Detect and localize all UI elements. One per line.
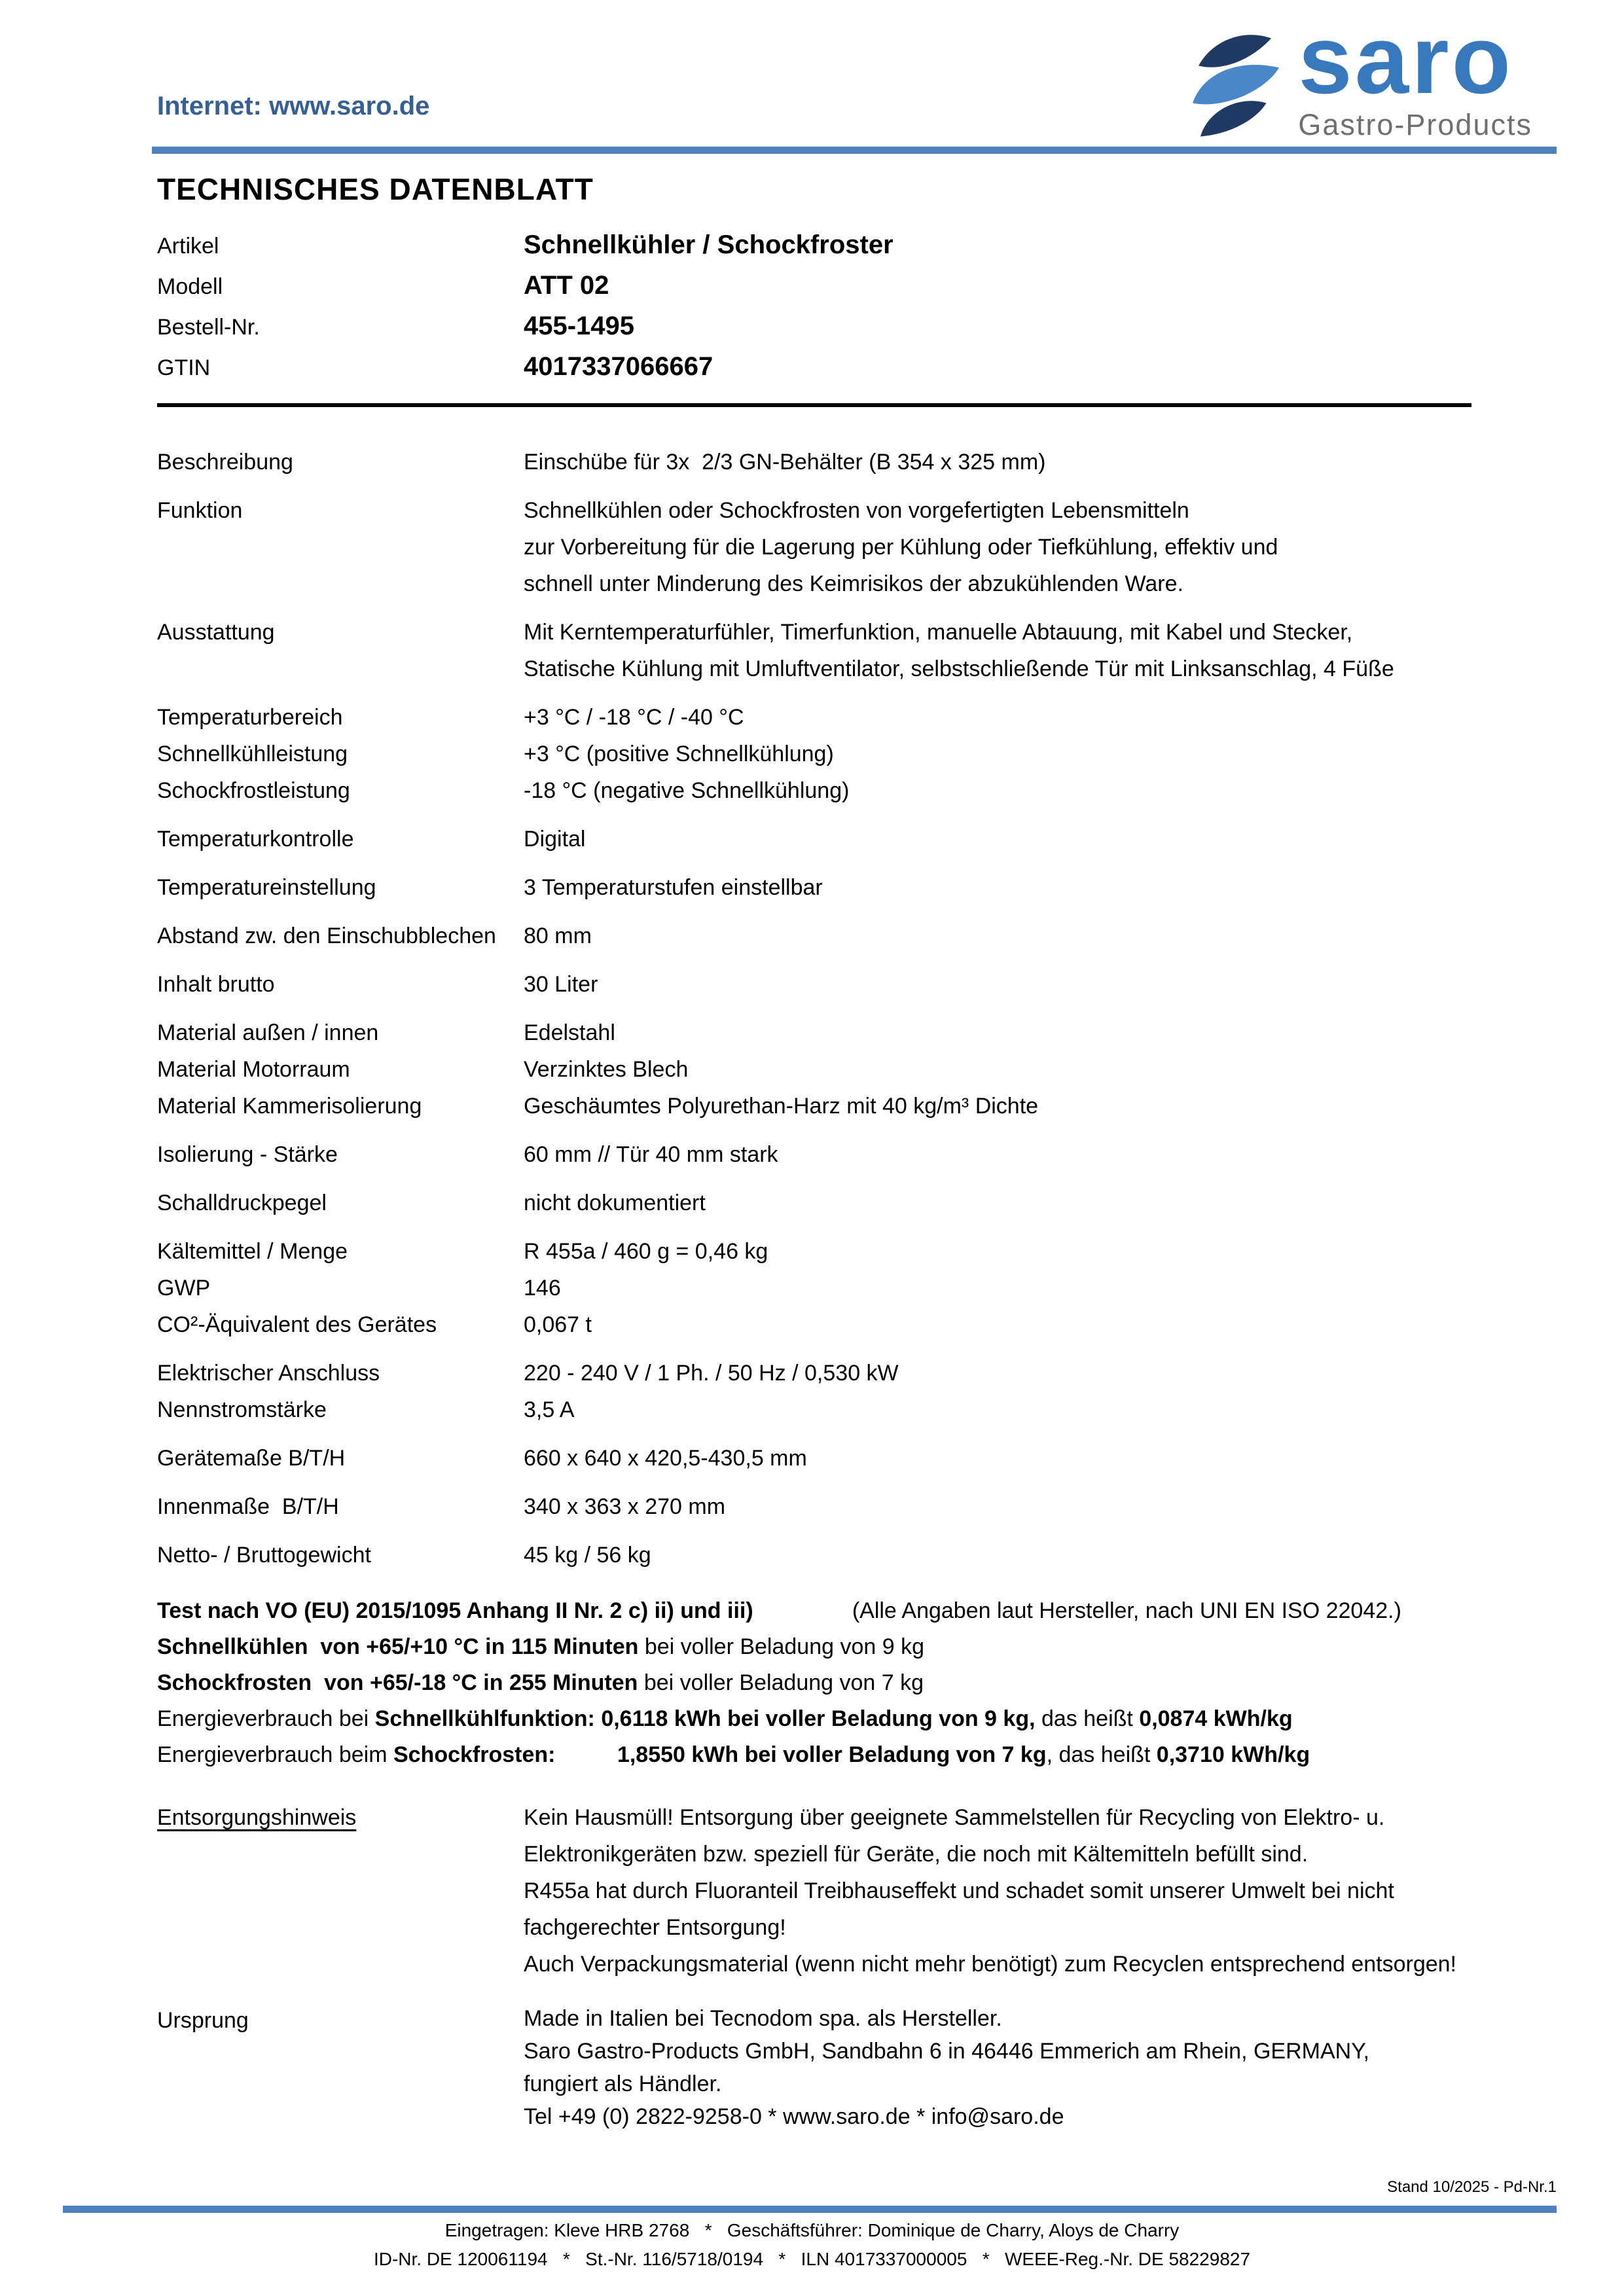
saro-s-middle-swoosh — [1193, 65, 1279, 104]
spec-value — [524, 736, 834, 772]
test-line-segment: bei voller Beladung von 9 kg — [638, 1634, 925, 1659]
spec-row — [157, 736, 1536, 772]
spec-value — [524, 1051, 688, 1088]
spec-row — [157, 1014, 1536, 1051]
disposal-text — [524, 1799, 1456, 1982]
test-line-segment: 0,0874 kWh/kg — [1139, 1706, 1293, 1731]
test-line-segment: , das heißt — [1046, 1742, 1157, 1767]
saro-s-icon — [1187, 31, 1285, 141]
test-line — [157, 1593, 1536, 1629]
spec-value-line: -18 °C (negative Schnellkühlung) — [524, 778, 850, 803]
footer-divider-rule — [63, 2206, 1557, 2213]
disposal-line: Elektronikgeräten bzw. speziell für Geräte, die noch mit Kältemitteln befüllt sind. — [524, 1842, 1308, 1867]
disposal-section — [157, 1799, 1536, 1982]
product-info-label: Modell — [157, 274, 223, 299]
spec-value-line: 146 — [524, 1276, 561, 1300]
test-line-segment: das heißt — [1035, 1706, 1140, 1731]
spec-value-line: 340 x 363 x 270 mm — [524, 1494, 726, 1519]
test-line — [157, 1665, 1536, 1701]
section-divider-rule — [157, 403, 1471, 407]
spec-value — [524, 918, 592, 954]
spec-group — [157, 918, 1536, 954]
spec-row — [157, 492, 1536, 602]
spec-row — [157, 2002, 1536, 2133]
spec-value — [524, 821, 585, 857]
spec-label: Material Motorraum — [157, 1057, 350, 1082]
test-line-segment: 1,8550 kWh bei voller Beladung von 7 kg — [617, 1742, 1047, 1767]
spec-label: Isolierung - Stärke — [157, 1142, 338, 1167]
product-info-label: GTIN — [157, 355, 211, 380]
product-info-row — [157, 271, 1536, 312]
spec-label: Schockfrostleistung — [157, 778, 350, 803]
spec-row — [157, 1306, 1536, 1343]
spec-label: Abstand zw. den Einschubblechen — [157, 924, 496, 948]
spec-value-line: 80 mm — [524, 924, 592, 948]
spec-value — [524, 1014, 615, 1051]
spec-group — [157, 1014, 1536, 1124]
spec-group — [157, 869, 1536, 906]
spec-label: Nennstromstärke — [157, 1397, 327, 1422]
datasheet-body — [157, 230, 1536, 2133]
product-info-row — [157, 230, 1536, 271]
logo-tagline-text: Gastro-Products — [1298, 108, 1532, 142]
spec-value — [524, 1136, 778, 1173]
spec-value-line: 660 x 640 x 420,5-430,5 mm — [524, 1446, 807, 1471]
origin-line: Tel +49 (0) 2822-9258-0 * www.saro.de * info@saro.de — [524, 2104, 1064, 2129]
spec-group — [157, 1488, 1536, 1525]
test-line-segment: (Alle Angaben laut Hersteller, nach UNI EN ISO 22042.) — [753, 1598, 1401, 1623]
spec-row — [157, 614, 1536, 687]
spec-value-line: zur Vorbereitung für die Lagerung per Kühlung oder Tiefkühlung, effektiv und — [524, 535, 1278, 560]
page-title: TECHNISCHES DATENBLATT — [157, 172, 594, 206]
origin-line: fungiert als Händler. — [524, 2072, 722, 2096]
spec-value-line: 45 kg / 56 kg — [524, 1543, 651, 1568]
spec-value — [524, 614, 1394, 687]
spec-value — [524, 1088, 1038, 1124]
product-info-value: ATT 02 — [524, 271, 609, 300]
spec-value-line: Einschübe für 3x 2/3 GN-Behälter (B 354 x 325 mm) — [524, 450, 1046, 475]
spec-value — [524, 772, 849, 809]
spec-label: Netto- / Bruttogewicht — [157, 1543, 371, 1568]
spec-row — [157, 1799, 1536, 1982]
spec-label: GWP — [157, 1276, 211, 1300]
product-info-section — [157, 230, 1536, 393]
spec-value — [524, 1185, 706, 1221]
spec-value — [524, 444, 1045, 480]
spec-group — [157, 614, 1536, 687]
footer-id-line: ID-Nr. DE 120061194 * St.-Nr. 116/5718/0194 * ILN 4017337000005 * WEEE-Reg.-Nr. DE 58229827 — [373, 2249, 1251, 2269]
disposal-label: Entsorgungshinweis — [157, 1805, 357, 1830]
spec-group — [157, 1233, 1536, 1343]
test-line-segment — [555, 1742, 617, 1767]
spec-row — [157, 1233, 1536, 1270]
spec-label: Elektrischer Anschluss — [157, 1361, 380, 1386]
spec-value — [524, 1488, 725, 1525]
saro-s-bottom-swoosh — [1200, 101, 1267, 136]
product-info-row — [157, 312, 1536, 352]
origin-section — [157, 2002, 1536, 2133]
test-line-segment: von +65/-18 °C in 255 Minuten — [312, 1670, 638, 1695]
footer-registration-line: Eingetragen: Kleve HRB 2768 * Geschäftsführer: Dominique de Charry, Aloys de Charry — [444, 2220, 1180, 2240]
test-line-segment: von +65/+10 °C in 115 Minuten — [308, 1634, 639, 1659]
spec-value-line: 220 - 240 V / 1 Ph. / 50 Hz / 0,530 kW — [524, 1361, 899, 1386]
spec-row — [157, 772, 1536, 809]
spec-value-line: +3 °C (positive Schnellkühlung) — [524, 742, 834, 766]
spec-row — [157, 1537, 1536, 1573]
spec-value — [524, 869, 823, 906]
revision-stamp: Stand 10/2025 - Pd-Nr.1 — [1387, 2178, 1557, 2196]
spec-value-line: R 455a / 460 g = 0,46 kg — [524, 1239, 768, 1264]
spec-value — [524, 1355, 899, 1391]
logo-text-block — [1298, 6, 1532, 142]
spec-label: Funktion — [157, 498, 243, 523]
spec-value — [524, 1391, 575, 1428]
spec-label: Innenmaße B/T/H — [157, 1494, 339, 1519]
test-line — [157, 1737, 1536, 1773]
spec-label: Ausstattung — [157, 620, 275, 645]
spec-row — [157, 1355, 1536, 1391]
spec-label: Inhalt brutto — [157, 972, 275, 997]
test-line-segment: Schnellkühlen — [157, 1634, 308, 1659]
spec-row — [157, 444, 1536, 480]
spec-row — [157, 1488, 1536, 1525]
spec-row — [157, 1051, 1536, 1088]
test-line-segment: Schockfrosten — [157, 1670, 312, 1695]
spec-row — [157, 869, 1536, 906]
test-results-section — [157, 1593, 1536, 1773]
spec-value-line: Digital — [524, 827, 586, 852]
spec-row — [157, 1391, 1536, 1428]
spec-value — [524, 1537, 651, 1573]
spec-value-line: Verzinktes Blech — [524, 1057, 689, 1082]
product-info-row — [157, 352, 1536, 393]
product-info-value: Schnellkühler / Schockfroster — [524, 230, 893, 259]
test-line — [157, 1701, 1536, 1737]
logo-brand-text: saro — [1298, 6, 1513, 114]
test-line-segment: Test nach VO (EU) 2015/1095 Anhang II Nr. 2 c) ii) und iii) — [157, 1598, 753, 1623]
spec-value-line: 30 Liter — [524, 972, 598, 997]
spec-value-line: Mit Kerntemperaturfühler, Timerfunktion, manuelle Abtauung, mit Kabel und Stecker, — [524, 620, 1353, 645]
spec-group — [157, 699, 1536, 809]
spec-row — [157, 1270, 1536, 1306]
spec-value-line: Edelstahl — [524, 1020, 615, 1045]
spec-value — [524, 1270, 561, 1306]
spec-row — [157, 1440, 1536, 1477]
test-line-segment: 0,3710 kWh/kg — [1156, 1742, 1310, 1767]
spec-value — [524, 966, 598, 1003]
spec-value-line: 3,5 A — [524, 1397, 575, 1422]
spec-label: Schalldruckpegel — [157, 1191, 327, 1215]
spec-label: Material Kammerisolierung — [157, 1094, 422, 1119]
spec-row — [157, 821, 1536, 857]
spec-group — [157, 1185, 1536, 1221]
spec-label: Temperatureinstellung — [157, 875, 376, 900]
test-line-segment: Energieverbrauch bei — [157, 1706, 375, 1731]
product-info-label: Artikel — [157, 234, 219, 259]
spec-row — [157, 699, 1536, 736]
spec-label: Kältemittel / Menge — [157, 1239, 348, 1264]
spec-label: Temperaturbereich — [157, 705, 343, 730]
spec-value — [524, 1440, 807, 1477]
spec-value-line: +3 °C / -18 °C / -40 °C — [524, 705, 744, 730]
spec-value-line: 0,067 t — [524, 1312, 592, 1337]
spec-row — [157, 1088, 1536, 1124]
test-line — [157, 1629, 1536, 1665]
origin-label: Ursprung — [157, 2008, 249, 2033]
disposal-line: Kein Hausmüll! Entsorgung über geeignete Sammelstellen für Recycling von Elektro- u. — [524, 1805, 1385, 1830]
spec-group — [157, 821, 1536, 857]
spec-group — [157, 1537, 1536, 1573]
spec-value-line: nicht dokumentiert — [524, 1191, 706, 1215]
test-line-segment: bei voller Beladung von 7 kg — [638, 1670, 924, 1695]
spec-group — [157, 1440, 1536, 1477]
spec-value-line: Schnellkühlen oder Schockfrosten von vorgefertigten Lebensmitteln — [524, 498, 1189, 523]
origin-line: Made in Italien bei Tecnodom spa. als Hersteller. — [524, 2006, 1002, 2031]
spec-group — [157, 1355, 1536, 1428]
spec-label: Gerätemaße B/T/H — [157, 1446, 346, 1471]
header-divider-rule — [152, 147, 1557, 154]
disposal-line: R455a hat durch Fluoranteil Treibhauseffekt und schadet somit unserer Umwelt bei nicht — [524, 1878, 1394, 1903]
spec-group — [157, 492, 1536, 602]
spec-row — [157, 1136, 1536, 1173]
spec-value-line: 60 mm // Tür 40 mm stark — [524, 1142, 778, 1167]
spec-group — [157, 1136, 1536, 1173]
spec-section — [157, 444, 1536, 1573]
saro-logo — [1187, 6, 1532, 142]
spec-row — [157, 1185, 1536, 1221]
spec-value-line: Statische Kühlung mit Umluftventilator, selbstschließende Tür mit Linksanschlag, 4 Füße — [524, 656, 1394, 681]
product-info-label: Bestell-Nr. — [157, 315, 260, 340]
spec-label: Material außen / innen — [157, 1020, 379, 1045]
spec-value-line: schnell unter Minderung des Keimrisikos der abzukühlenden Ware. — [524, 571, 1183, 596]
spec-label: Temperaturkontrolle — [157, 827, 354, 852]
spec-label: Beschreibung — [157, 450, 293, 475]
spec-value — [524, 492, 1278, 602]
spec-row — [157, 966, 1536, 1003]
spec-value-line: 3 Temperaturstufen einstellbar — [524, 875, 823, 900]
saro-s-top-swoosh — [1199, 35, 1271, 67]
spec-row — [157, 918, 1536, 954]
internet-url-label: Internet: www.saro.de — [157, 92, 430, 120]
test-line-segment: Schockfrosten: — [393, 1742, 556, 1767]
spec-value — [524, 1306, 592, 1343]
origin-text — [524, 2002, 1369, 2133]
spec-value — [524, 1233, 768, 1270]
spec-value-line: Geschäumtes Polyurethan-Harz mit 40 kg/m³ Dichte — [524, 1094, 1039, 1119]
disposal-line: Auch Verpackungsmaterial (wenn nicht mehr benötigt) zum Recyclen entsprechend entsorgen! — [524, 1952, 1456, 1977]
spec-label: Schnellkühlleistung — [157, 742, 348, 766]
product-info-value: 455-1495 — [524, 312, 635, 340]
origin-line: Saro Gastro-Products GmbH, Sandbahn 6 in 46446 Emmerich am Rhein, GERMANY, — [524, 2039, 1369, 2064]
disposal-line: fachgerechter Entsorgung! — [524, 1915, 786, 1940]
test-line-segment: Schnellkühlfunktion: 0,6118 kWh bei voller Beladung von 9 kg, — [374, 1706, 1036, 1731]
product-info-value: 4017337066667 — [524, 352, 713, 381]
spec-value — [524, 699, 744, 736]
test-line-segment: Energieverbrauch beim — [157, 1742, 393, 1767]
spec-group — [157, 966, 1536, 1003]
spec-label: CO²-Äquivalent des Gerätes — [157, 1312, 437, 1337]
spec-group — [157, 444, 1536, 480]
